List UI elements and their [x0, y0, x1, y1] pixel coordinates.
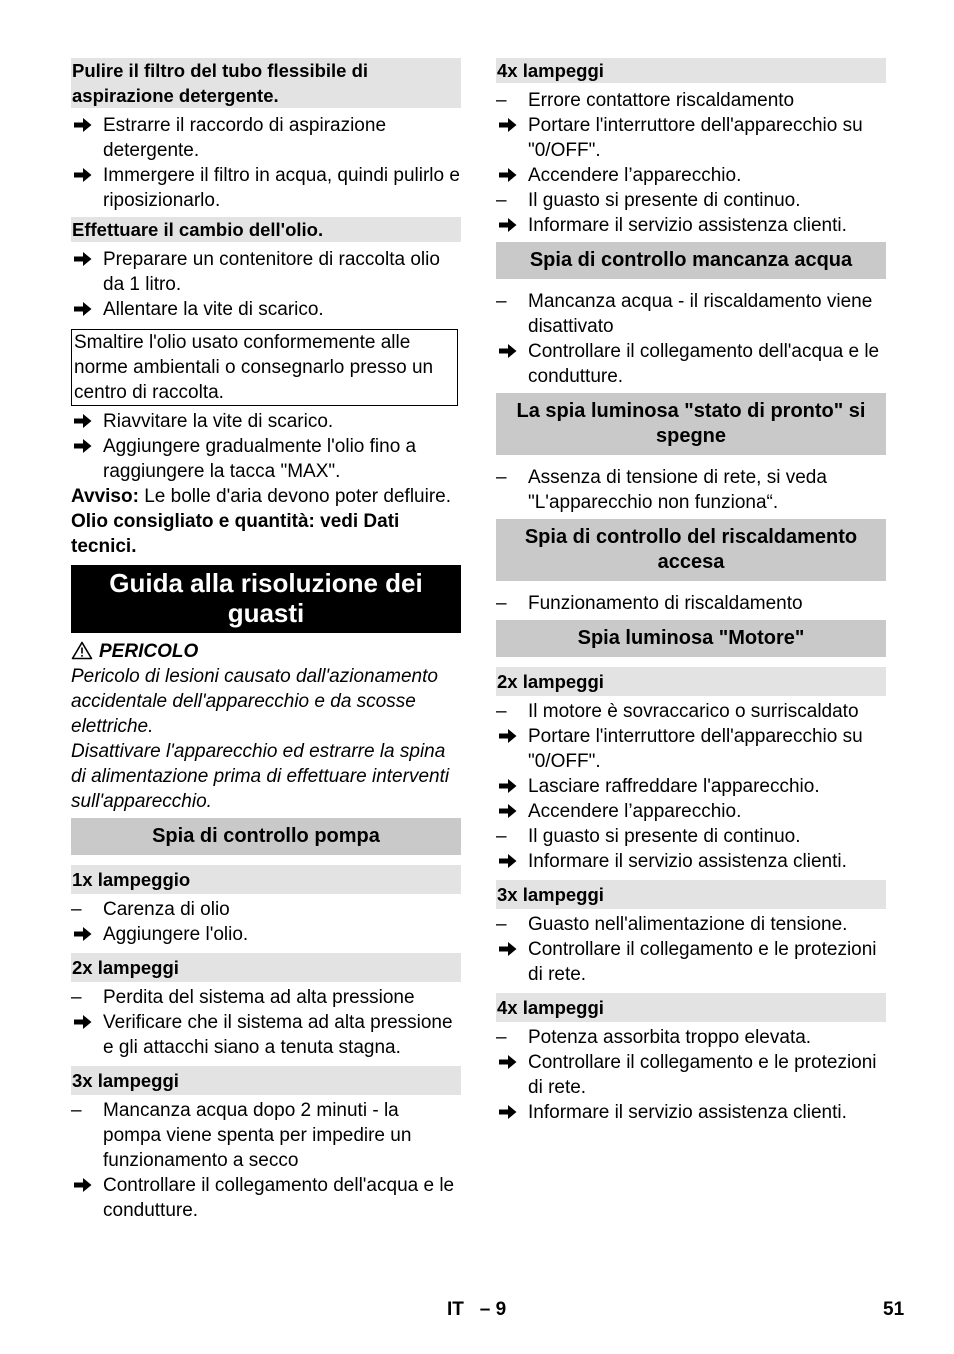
step-text: Controllare il collegamento dell'acqua e le condutture. — [528, 341, 880, 387]
step-text: Mancanza acqua dopo 2 minuti - la pompa viene spenta per impedire un funzionamento a secco — [103, 1100, 412, 1171]
step-text: Informare il servizio assistenza clienti. — [528, 851, 847, 872]
right-column — [496, 58, 886, 1125]
danger-text-1: Pericolo di lesioni causato dall'azionamento accidentale dell'apparecchio e da scosse elettriche. — [71, 666, 438, 737]
dash-bullet: – — [496, 1027, 507, 1048]
arrow-right-icon — [498, 339, 524, 364]
motor-4x-heading: 4x lampeggi — [496, 993, 886, 1022]
step-text: Estrarre il raccordo di aspirazione detergente. — [103, 115, 387, 161]
notice-label: Avviso: — [71, 486, 139, 507]
instruction-step — [496, 724, 886, 774]
step-text: Informare il servizio assistenza clienti. — [528, 215, 847, 236]
arrow-right-icon — [498, 163, 524, 188]
instruction-step — [496, 799, 886, 824]
arrow-right-icon — [73, 922, 99, 947]
step-text: Assenza di tensione di rete, si veda "L'apparecchio non funziona“. — [528, 467, 827, 513]
filter-steps — [71, 113, 461, 213]
instruction-step — [71, 1010, 461, 1060]
motor-2x-heading: 2x lampeggi — [496, 667, 886, 696]
step-text: Accendere l’apparecchio. — [528, 165, 742, 186]
footer-language-page: IT – 9 — [447, 1299, 507, 1320]
arrow-right-icon — [73, 409, 99, 434]
motor-4x-steps — [496, 1025, 886, 1125]
arrow-right-icon — [498, 1100, 524, 1125]
danger-label: PERICOLO — [99, 641, 199, 662]
instruction-step — [496, 1050, 886, 1100]
notice-paragraph — [71, 484, 461, 509]
notice-text: Le bolle d'aria devono poter defluire. — [138, 486, 451, 507]
step-text: Lasciare raffreddare l'apparecchio. — [528, 776, 820, 797]
step-text: Immergere il filtro in acqua, quindi pulirlo e riposizionarlo. — [103, 165, 460, 211]
condition-item — [71, 897, 461, 922]
warning-triangle-icon — [71, 641, 93, 660]
arrow-right-icon — [498, 213, 524, 238]
step-text: Controllare il collegamento e le protezioni di rete. — [528, 1052, 877, 1098]
condition-item — [496, 289, 886, 339]
pump-1x-steps — [71, 897, 461, 947]
ready-indicator-heading: La spia luminosa "stato di pronto" si spegne — [496, 393, 886, 455]
step-text: Informare il servizio assistenza clienti. — [528, 1102, 847, 1123]
step-text: Controllare il collegamento e le protezioni di rete. — [528, 939, 877, 985]
step-text: Mancanza acqua - il riscaldamento viene disattivato — [528, 291, 873, 337]
condition-item — [496, 1025, 886, 1050]
step-text: Allentare la vite di scarico. — [103, 299, 324, 320]
condition-item — [496, 188, 886, 213]
step-text: Errore contattore riscaldamento — [528, 90, 795, 111]
instruction-step — [496, 339, 886, 389]
dash-bullet: – — [496, 826, 507, 847]
step-text: Portare l'interruttore dell'apparecchio su "0/OFF". — [528, 115, 863, 161]
instruction-step — [71, 434, 461, 484]
arrow-right-icon — [498, 799, 524, 824]
condition-item — [496, 824, 886, 849]
pump-4x-steps — [496, 88, 886, 238]
arrow-right-icon — [73, 1173, 99, 1198]
arrow-right-icon — [73, 247, 99, 272]
dash-bullet: – — [496, 593, 507, 614]
instruction-step — [496, 213, 886, 238]
instruction-step — [71, 409, 461, 434]
filter-heading: Pulire il filtro del tubo flessibile di aspirazione detergente. — [71, 58, 461, 108]
arrow-right-icon — [73, 163, 99, 188]
arrow-right-icon — [73, 1010, 99, 1035]
dash-bullet: – — [71, 1100, 82, 1121]
dash-bullet: – — [71, 899, 82, 920]
page-number: 51 — [883, 1299, 905, 1320]
ready-indicator-steps — [496, 465, 886, 515]
arrow-right-icon — [73, 434, 99, 459]
danger-title — [71, 639, 461, 664]
instruction-step — [496, 163, 886, 188]
dash-bullet: – — [496, 701, 507, 722]
oil-change-steps — [71, 247, 461, 322]
instruction-step — [71, 247, 461, 297]
condition-item — [496, 591, 886, 616]
arrow-right-icon — [498, 937, 524, 962]
instruction-step — [496, 1100, 886, 1125]
step-text: Guasto nell'alimentazione di tensione. — [528, 914, 848, 935]
instruction-step — [71, 1173, 461, 1223]
motor-indicator-heading: Spia luminosa "Motore" — [496, 620, 886, 657]
pump-3x-heading: 3x lampeggi — [71, 1066, 461, 1095]
step-text: Aggiungere gradualmente l'olio fino a raggiungere la tacca "MAX". — [103, 436, 417, 482]
step-text: Carenza di olio — [103, 899, 230, 920]
pump-indicator-heading: Spia di controllo pompa — [71, 818, 461, 855]
dash-bullet: – — [496, 291, 507, 312]
arrow-right-icon — [498, 1050, 524, 1075]
pump-3x-steps — [71, 1098, 461, 1223]
dash-bullet: – — [496, 90, 507, 111]
instruction-step — [496, 849, 886, 874]
dash-bullet: – — [71, 987, 82, 1008]
step-text: Accendere l’apparecchio. — [528, 801, 742, 822]
condition-item — [71, 985, 461, 1010]
motor-3x-heading: 3x lampeggi — [496, 880, 886, 909]
recommended-oil-note: Olio consigliato e quantità: vedi Dati tecnici. — [71, 511, 400, 557]
step-text: Portare l'interruttore dell'apparecchio su "0/OFF". — [528, 726, 863, 772]
pump-2x-steps — [71, 985, 461, 1060]
troubleshooting-heading: Guida alla risoluzione dei guasti — [71, 565, 461, 633]
step-text: Riavvitare la vite di scarico. — [103, 411, 334, 432]
instruction-step — [71, 297, 461, 322]
instruction-step — [71, 163, 461, 213]
danger-text-2: Disattivare l'apparecchio ed estrarre la spina di alimentazione prima di effettuare interventi sull'apparecchio. — [71, 741, 450, 812]
condition-item — [496, 88, 886, 113]
instruction-step — [496, 113, 886, 163]
heating-indicator-heading: Spia di controllo del riscaldamento accesa — [496, 519, 886, 581]
arrow-right-icon — [498, 774, 524, 799]
motor-3x-steps — [496, 912, 886, 987]
arrow-right-icon — [498, 849, 524, 874]
pump-4x-heading: 4x lampeggi — [496, 58, 886, 83]
step-text: Potenza assorbita troppo elevata. — [528, 1027, 812, 1048]
arrow-right-icon — [73, 297, 99, 322]
left-column — [71, 58, 461, 1223]
pump-1x-heading: 1x lampeggio — [71, 865, 461, 894]
heating-indicator-steps — [496, 591, 886, 616]
step-text: Il guasto si presente di continuo. — [528, 190, 801, 211]
oil-disposal-note: Smaltire l'olio usato conformemente alle norme ambientali o consegnarlo presso un centro di raccolta. — [71, 329, 458, 406]
arrow-right-icon — [498, 113, 524, 138]
step-text: Controllare il collegamento dell'acqua e le condutture. — [103, 1175, 455, 1221]
step-text: Aggiungere l'olio. — [103, 924, 249, 945]
instruction-step — [496, 937, 886, 987]
instruction-step — [496, 774, 886, 799]
condition-item — [71, 1098, 461, 1173]
oil-change-heading: Effettuare il cambio dell'olio. — [71, 217, 461, 242]
dash-bullet: – — [496, 914, 507, 935]
dash-bullet: – — [496, 190, 507, 211]
step-text: Il motore è sovraccarico o surriscaldato — [528, 701, 859, 722]
water-shortage-heading: Spia di controllo mancanza acqua — [496, 242, 886, 279]
step-text: Il guasto si presente di continuo. — [528, 826, 801, 847]
step-text: Perdita del sistema ad alta pressione — [103, 987, 415, 1008]
condition-item — [496, 699, 886, 724]
pump-2x-heading: 2x lampeggi — [71, 953, 461, 982]
water-shortage-steps — [496, 289, 886, 389]
instruction-step — [71, 113, 461, 163]
step-text: Preparare un contenitore di raccolta olio da 1 litro. — [103, 249, 440, 295]
step-text: Verificare che il sistema ad alta pressione e gli attacchi siano a tenuta stagna. — [103, 1012, 453, 1058]
condition-item — [496, 465, 886, 515]
instruction-step — [71, 922, 461, 947]
arrow-right-icon — [498, 724, 524, 749]
motor-2x-steps — [496, 699, 886, 874]
step-text: Funzionamento di riscaldamento — [528, 593, 803, 614]
condition-item — [496, 912, 886, 937]
oil-refill-steps — [71, 409, 461, 484]
dash-bullet: – — [496, 467, 507, 488]
arrow-right-icon — [73, 113, 99, 138]
